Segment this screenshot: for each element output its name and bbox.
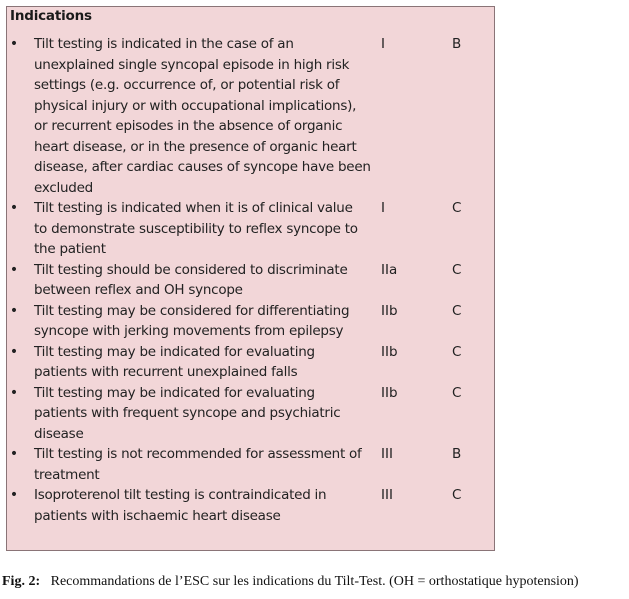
bullet-icon: • [9, 200, 19, 216]
bullet-icon: • [9, 487, 19, 503]
bullet-icon: • [9, 36, 19, 52]
recommendation-class: III [381, 487, 393, 503]
recommendation-text [34, 342, 364, 383]
text-line: disease [34, 425, 84, 442]
text-line: patients with recurrent unexplained falls [34, 364, 298, 380]
text-line: Tilt testing may be indicated for evaluating [34, 343, 315, 360]
recommendation-class: I [381, 200, 385, 216]
text-line: Tilt testing may be indicated for evaluating [34, 384, 315, 401]
recommendation-text [34, 260, 364, 301]
evidence-level: B [452, 446, 462, 462]
recommendation-text [34, 383, 364, 445]
table-row [7, 383, 494, 445]
text-line: treatment [34, 466, 100, 483]
recommendation-class: IIb [381, 302, 398, 319]
evidence-level: C [452, 302, 462, 319]
recommendation-class: IIb [381, 384, 398, 401]
bullet-icon: • [9, 384, 19, 401]
recommendation-text [34, 485, 364, 526]
text-line: between reflex and OH syncope [34, 282, 243, 298]
figure-caption [2, 574, 579, 590]
text-line: syncope with jerking movements from epilepsy [34, 323, 344, 339]
table-row [7, 444, 494, 485]
evidence-level: C [452, 343, 462, 360]
figure-label: Fig. 2: [2, 574, 41, 589]
bullet-icon: • [9, 446, 19, 462]
text-line: physical injury or with occupational implications), [34, 97, 357, 114]
evidence-level: C [452, 200, 462, 216]
table-row [7, 260, 494, 301]
table-rows [7, 34, 494, 526]
text-line: the patient [34, 241, 106, 257]
text-line: Tilt testing may be considered for differentiating [34, 302, 350, 319]
text-line: patients with ischaemic heart disease [34, 507, 281, 524]
table-header: Indications [10, 8, 92, 24]
text-line: excluded [34, 179, 93, 196]
evidence-level: B [452, 36, 462, 52]
evidence-level: C [452, 487, 462, 503]
table-row [7, 198, 494, 260]
table-row [7, 34, 494, 198]
recommendation-text [34, 198, 364, 260]
table-row [7, 342, 494, 383]
recommendations-table [6, 6, 495, 551]
text-line: Tilt testing should be considered to discriminate [34, 261, 348, 278]
recommendation-text [34, 444, 364, 485]
text-line: Tilt testing is not recommended for assessment of [34, 446, 362, 462]
caption-text: Recommandations de l’ESC sur les indications du Tilt-Test. (OH = orthostatique hypotension) [50, 574, 579, 589]
recommendation-class: III [381, 446, 393, 462]
bullet-icon: • [9, 343, 19, 360]
text-line: Tilt testing is indicated in the case of an [34, 36, 294, 52]
recommendation-class: IIa [381, 261, 398, 278]
text-line: patients with frequent syncope and psychiatric [34, 405, 341, 421]
evidence-level: C [452, 261, 462, 278]
text-line: to demonstrate susceptibility to reflex syncope to [34, 220, 358, 237]
recommendation-class: IIb [381, 343, 398, 360]
text-line: unexplained single syncopal episode in high risk [34, 56, 350, 73]
bullet-icon: • [9, 261, 19, 278]
recommendation-class: I [381, 36, 385, 52]
text-line: Isoproterenol tilt testing is contraindicated in [34, 487, 327, 503]
recommendation-text [34, 301, 364, 342]
bullet-icon: • [9, 302, 19, 319]
text-line: heart disease, or in the presence of organic heart [34, 138, 357, 155]
recommendation-text [34, 34, 371, 198]
text-line: settings (e.g. occurrence of, or potential risk of [34, 77, 340, 93]
text-line: or recurrent episodes in the absence of organic [34, 118, 343, 134]
text-line: Tilt testing is indicated when it is of clinical value [34, 200, 353, 216]
table-row [7, 301, 494, 342]
text-line: disease, after cardiac causes of syncope have been [34, 159, 371, 175]
evidence-level: C [452, 384, 462, 401]
table-row [7, 485, 494, 526]
